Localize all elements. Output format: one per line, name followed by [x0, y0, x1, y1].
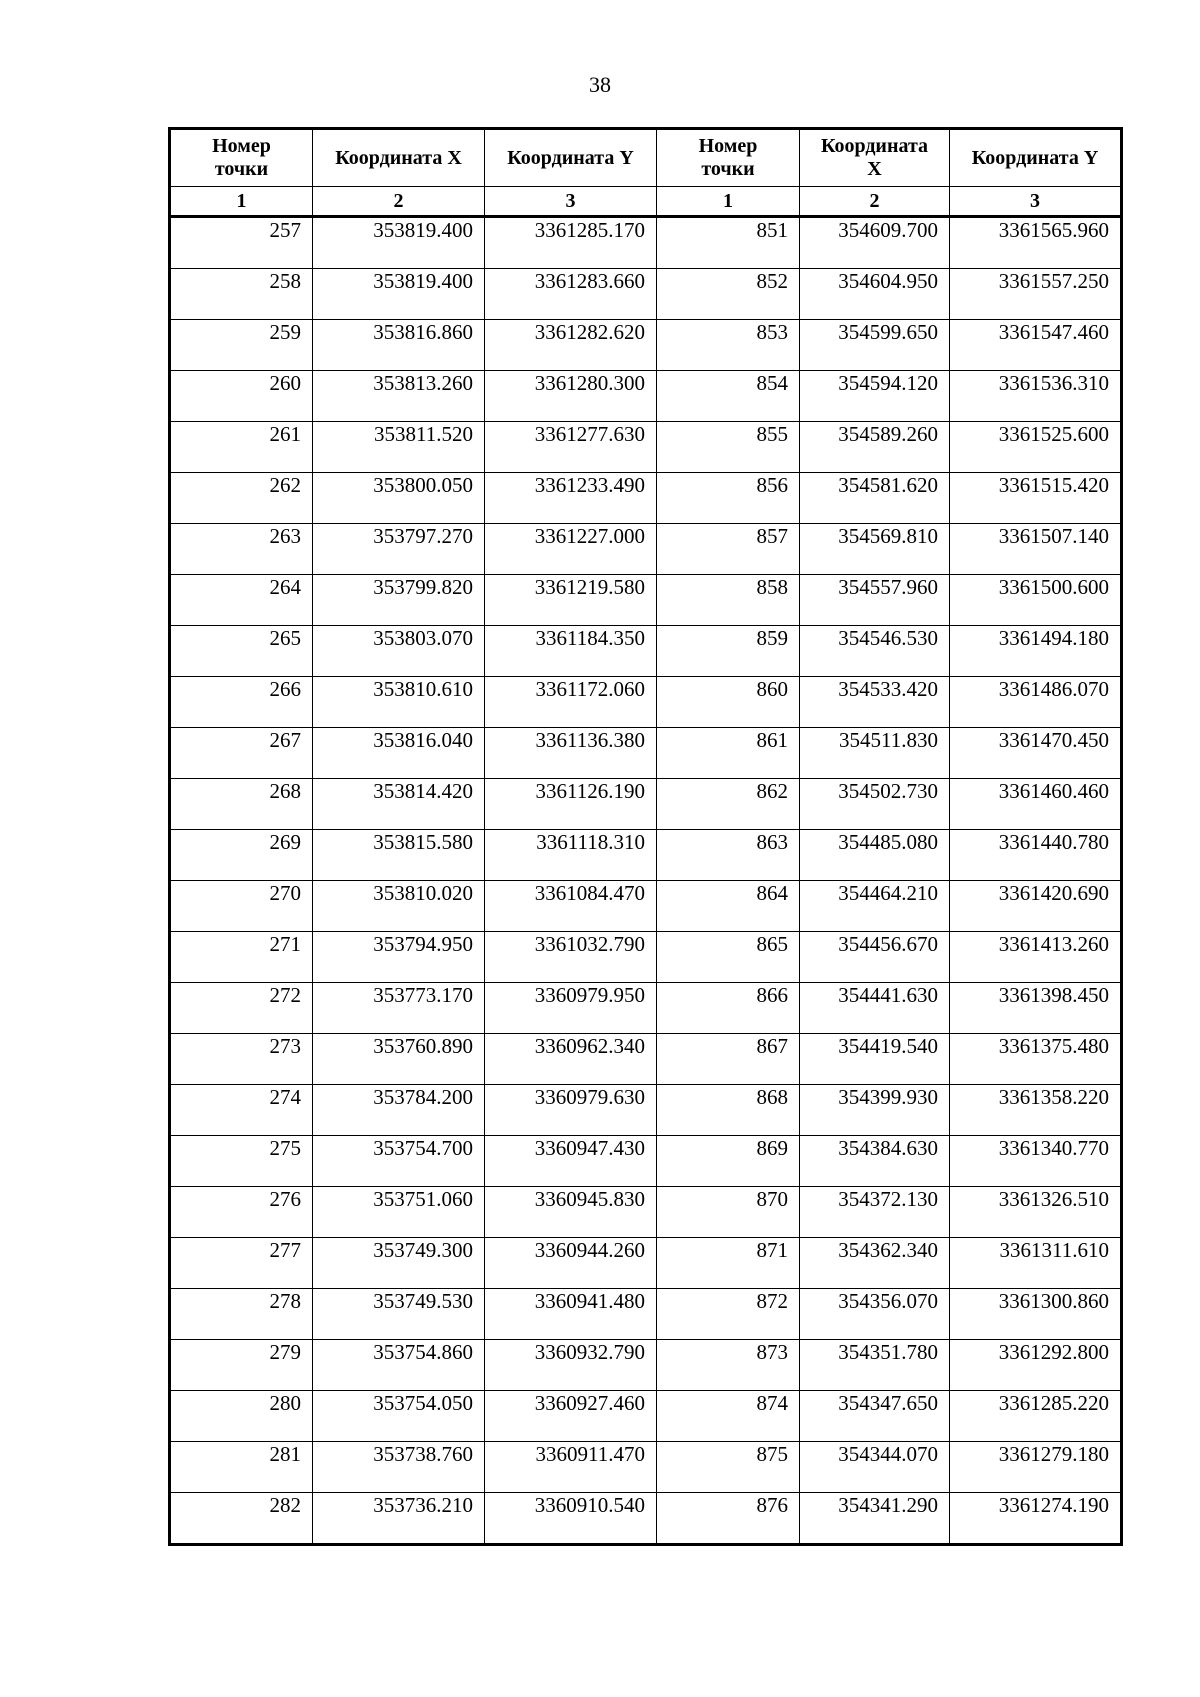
- column-header-line: точки: [701, 158, 755, 180]
- table-cell: 3361565.960: [950, 217, 1122, 269]
- column-header: [950, 129, 1122, 187]
- table-cell: 3361285.170: [485, 217, 657, 269]
- table-cell: 3361136.380: [485, 728, 657, 779]
- table-cell: 868: [657, 1085, 800, 1136]
- table-cell: 3360927.460: [485, 1391, 657, 1442]
- table-cell: 354356.070: [800, 1289, 950, 1340]
- table-cell: 259: [170, 320, 313, 371]
- table-cell: 3361440.780: [950, 830, 1122, 881]
- table-cell: 3360979.950: [485, 983, 657, 1034]
- column-number: 2: [313, 187, 485, 217]
- table-cell: 3361536.310: [950, 371, 1122, 422]
- table-cell: 353799.820: [313, 575, 485, 626]
- table-cell: 353794.950: [313, 932, 485, 983]
- table-row: [170, 1289, 1122, 1340]
- table-cell: 354384.630: [800, 1136, 950, 1187]
- table-cell: 857: [657, 524, 800, 575]
- header-row: [170, 129, 1122, 187]
- column-header: [657, 129, 800, 187]
- table-cell: 353754.860: [313, 1340, 485, 1391]
- page-number: 38: [589, 72, 611, 97]
- table-cell: 260: [170, 371, 313, 422]
- table-cell: 353749.300: [313, 1238, 485, 1289]
- table-cell: 354609.700: [800, 217, 950, 269]
- table-cell: 354399.930: [800, 1085, 950, 1136]
- table-cell: 3360962.340: [485, 1034, 657, 1085]
- table-cell: 353815.580: [313, 830, 485, 881]
- table-cell: 3361292.800: [950, 1340, 1122, 1391]
- coordinates-table: [168, 127, 1123, 1546]
- table-cell: 265: [170, 626, 313, 677]
- table-cell: 869: [657, 1136, 800, 1187]
- table-cell: 3360941.480: [485, 1289, 657, 1340]
- table-cell: 851: [657, 217, 800, 269]
- table-cell: 263: [170, 524, 313, 575]
- table-row: [170, 677, 1122, 728]
- table-cell: 354511.830: [800, 728, 950, 779]
- table-cell: 3361172.060: [485, 677, 657, 728]
- table-cell: 353797.270: [313, 524, 485, 575]
- table-cell: 269: [170, 830, 313, 881]
- table-cell: 354464.210: [800, 881, 950, 932]
- table-row: [170, 779, 1122, 830]
- table-cell: 353811.520: [313, 422, 485, 473]
- table-cell: 354589.260: [800, 422, 950, 473]
- table-cell: 353736.210: [313, 1493, 485, 1545]
- table-cell: 3361285.220: [950, 1391, 1122, 1442]
- table-cell: 353754.050: [313, 1391, 485, 1442]
- table-row: [170, 1238, 1122, 1289]
- table-cell: 853: [657, 320, 800, 371]
- table-cell: 354441.630: [800, 983, 950, 1034]
- column-header-line: X: [867, 158, 882, 180]
- table-cell: 3361547.460: [950, 320, 1122, 371]
- table-cell: 354569.810: [800, 524, 950, 575]
- table-cell: 353754.700: [313, 1136, 485, 1187]
- table-cell: 354604.950: [800, 269, 950, 320]
- table-cell: 264: [170, 575, 313, 626]
- table-cell: 354546.530: [800, 626, 950, 677]
- table-cell: 353816.860: [313, 320, 485, 371]
- table-cell: 354347.650: [800, 1391, 950, 1442]
- table-cell: 3360911.470: [485, 1442, 657, 1493]
- table-cell: 353738.760: [313, 1442, 485, 1493]
- column-numbering-row: [170, 187, 1122, 217]
- table-cell: 353819.400: [313, 217, 485, 269]
- table-cell: 274: [170, 1085, 313, 1136]
- table-cell: 3361375.480: [950, 1034, 1122, 1085]
- column-header-line: Номер: [698, 135, 758, 157]
- table-body: [170, 217, 1122, 1545]
- table-cell: 353814.420: [313, 779, 485, 830]
- table-cell: 353810.020: [313, 881, 485, 932]
- table-cell: 354581.620: [800, 473, 950, 524]
- table-row: [170, 626, 1122, 677]
- table-row: [170, 217, 1122, 269]
- table-row: [170, 473, 1122, 524]
- table-row: [170, 422, 1122, 473]
- table-row: [170, 830, 1122, 881]
- table-cell: 3360944.260: [485, 1238, 657, 1289]
- table-cell: 3361494.180: [950, 626, 1122, 677]
- table-cell: 282: [170, 1493, 313, 1545]
- table-cell: 3361233.490: [485, 473, 657, 524]
- table-cell: 855: [657, 422, 800, 473]
- table-cell: 354557.960: [800, 575, 950, 626]
- table-cell: 353810.610: [313, 677, 485, 728]
- table-cell: 3361283.660: [485, 269, 657, 320]
- table-row: [170, 524, 1122, 575]
- table-cell: 856: [657, 473, 800, 524]
- table-cell: 865: [657, 932, 800, 983]
- column-header-line: Координата: [820, 135, 929, 157]
- column-header-line: Координата Y: [971, 146, 1099, 169]
- table-cell: 3360947.430: [485, 1136, 657, 1187]
- column-number: 1: [657, 187, 800, 217]
- column-header-line: точки: [214, 158, 269, 180]
- table-cell: 354485.080: [800, 830, 950, 881]
- table-cell: 3360979.630: [485, 1085, 657, 1136]
- table-row: [170, 881, 1122, 932]
- table-row: [170, 1187, 1122, 1238]
- table-cell: 279: [170, 1340, 313, 1391]
- table-cell: 3361515.420: [950, 473, 1122, 524]
- table-cell: 3361282.620: [485, 320, 657, 371]
- table-cell: 3361118.310: [485, 830, 657, 881]
- table-cell: 875: [657, 1442, 800, 1493]
- table-cell: 276: [170, 1187, 313, 1238]
- table-cell: 3361084.470: [485, 881, 657, 932]
- table-cell: 273: [170, 1034, 313, 1085]
- table-cell: 354362.340: [800, 1238, 950, 1289]
- table-cell: 870: [657, 1187, 800, 1238]
- table-row: [170, 1085, 1122, 1136]
- table-row: [170, 983, 1122, 1034]
- table-cell: 353784.200: [313, 1085, 485, 1136]
- table-cell: 354533.420: [800, 677, 950, 728]
- table-cell: 280: [170, 1391, 313, 1442]
- table-cell: 852: [657, 269, 800, 320]
- table-cell: 262: [170, 473, 313, 524]
- table-cell: 257: [170, 217, 313, 269]
- table-cell: 353749.530: [313, 1289, 485, 1340]
- table-cell: 268: [170, 779, 313, 830]
- table-row: [170, 320, 1122, 371]
- table-cell: 277: [170, 1238, 313, 1289]
- table-row: [170, 269, 1122, 320]
- table-cell: 864: [657, 881, 800, 932]
- table-cell: 271: [170, 932, 313, 983]
- table-cell: 876: [657, 1493, 800, 1545]
- table-cell: 266: [170, 677, 313, 728]
- table-cell: 354351.780: [800, 1340, 950, 1391]
- table-cell: 354502.730: [800, 779, 950, 830]
- table-row: [170, 1340, 1122, 1391]
- table-cell: 3361525.600: [950, 422, 1122, 473]
- table-cell: 3361358.220: [950, 1085, 1122, 1136]
- table-row: [170, 1391, 1122, 1442]
- table-cell: 353760.890: [313, 1034, 485, 1085]
- table-row: [170, 1493, 1122, 1545]
- column-number: 3: [485, 187, 657, 217]
- table-cell: 3361219.580: [485, 575, 657, 626]
- table-cell: 3360932.790: [485, 1340, 657, 1391]
- table-cell: 354419.540: [800, 1034, 950, 1085]
- table-cell: 354599.650: [800, 320, 950, 371]
- table-cell: 871: [657, 1238, 800, 1289]
- table-cell: 860: [657, 677, 800, 728]
- column-header-line: Координата X: [335, 146, 462, 169]
- table-cell: 272: [170, 983, 313, 1034]
- table-cell: 3361032.790: [485, 932, 657, 983]
- table-cell: 3361326.510: [950, 1187, 1122, 1238]
- column-number: 3: [950, 187, 1122, 217]
- table-row: [170, 1136, 1122, 1187]
- table-cell: 3361557.250: [950, 269, 1122, 320]
- column-number: 1: [170, 187, 313, 217]
- table-cell: 353751.060: [313, 1187, 485, 1238]
- table-row: [170, 1442, 1122, 1493]
- table-cell: 3361507.140: [950, 524, 1122, 575]
- table-cell: 3361274.190: [950, 1493, 1122, 1545]
- table-cell: 3361227.000: [485, 524, 657, 575]
- table-cell: 3361279.180: [950, 1442, 1122, 1493]
- table-cell: 281: [170, 1442, 313, 1493]
- table-cell: 3361420.690: [950, 881, 1122, 932]
- table-cell: 261: [170, 422, 313, 473]
- table-cell: 267: [170, 728, 313, 779]
- table-cell: 858: [657, 575, 800, 626]
- table-cell: 353773.170: [313, 983, 485, 1034]
- table-cell: 3361277.630: [485, 422, 657, 473]
- table-row: [170, 932, 1122, 983]
- table-cell: 354372.130: [800, 1187, 950, 1238]
- table-cell: 3360910.540: [485, 1493, 657, 1545]
- table-cell: 863: [657, 830, 800, 881]
- column-header: [800, 129, 950, 187]
- table-cell: 354344.070: [800, 1442, 950, 1493]
- table-cell: 258: [170, 269, 313, 320]
- column-header: [313, 129, 485, 187]
- table-cell: 353819.400: [313, 269, 485, 320]
- table-cell: 3361300.860: [950, 1289, 1122, 1340]
- table-row: [170, 575, 1122, 626]
- table-cell: 353803.070: [313, 626, 485, 677]
- table-cell: 3360945.830: [485, 1187, 657, 1238]
- table-cell: 861: [657, 728, 800, 779]
- table-cell: 3361470.450: [950, 728, 1122, 779]
- table-row: [170, 371, 1122, 422]
- column-header-line: Номер: [212, 135, 271, 157]
- table-cell: 3361398.450: [950, 983, 1122, 1034]
- table-cell: 353813.260: [313, 371, 485, 422]
- column-header: [485, 129, 657, 187]
- table-cell: 3361500.600: [950, 575, 1122, 626]
- table-cell: 854: [657, 371, 800, 422]
- table-cell: 3361311.610: [950, 1238, 1122, 1289]
- table-cell: 354341.290: [800, 1493, 950, 1545]
- table-cell: 866: [657, 983, 800, 1034]
- table-cell: 872: [657, 1289, 800, 1340]
- table-cell: 270: [170, 881, 313, 932]
- table-cell: 3361126.190: [485, 779, 657, 830]
- table-cell: 3361340.770: [950, 1136, 1122, 1187]
- table-cell: 3361280.300: [485, 371, 657, 422]
- table-cell: 3361184.350: [485, 626, 657, 677]
- table-cell: 354594.120: [800, 371, 950, 422]
- table-cell: 867: [657, 1034, 800, 1085]
- column-header-line: Координата Y: [507, 146, 634, 169]
- column-number: 2: [800, 187, 950, 217]
- table-cell: 275: [170, 1136, 313, 1187]
- table-cell: 862: [657, 779, 800, 830]
- column-header: [170, 129, 313, 187]
- table-cell: 873: [657, 1340, 800, 1391]
- table-row: [170, 728, 1122, 779]
- table-cell: 354456.670: [800, 932, 950, 983]
- table-row: [170, 1034, 1122, 1085]
- table-cell: 353816.040: [313, 728, 485, 779]
- table-cell: 3361460.460: [950, 779, 1122, 830]
- table-cell: 278: [170, 1289, 313, 1340]
- table-cell: 874: [657, 1391, 800, 1442]
- table-cell: 859: [657, 626, 800, 677]
- table-cell: 3361486.070: [950, 677, 1122, 728]
- table-cell: 3361413.260: [950, 932, 1122, 983]
- table-cell: 353800.050: [313, 473, 485, 524]
